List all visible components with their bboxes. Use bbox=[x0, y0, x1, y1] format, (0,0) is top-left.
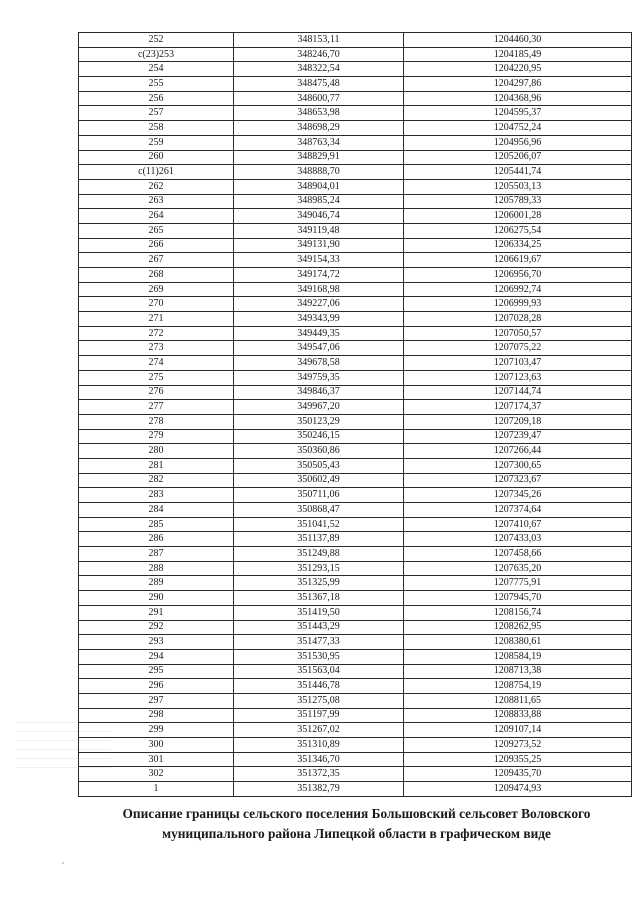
x-coordinate-cell: 351563,04 bbox=[234, 664, 404, 679]
point-number-cell: 289 bbox=[79, 576, 234, 591]
table-row bbox=[79, 693, 632, 708]
y-coordinate-cell: 1207209,18 bbox=[404, 414, 632, 429]
table-row bbox=[79, 591, 632, 606]
point-number-cell: 281 bbox=[79, 458, 234, 473]
y-coordinate-cell: 1206619,67 bbox=[404, 253, 632, 268]
table-row bbox=[79, 106, 632, 121]
point-number-cell: 267 bbox=[79, 253, 234, 268]
x-coordinate-cell: 348904,01 bbox=[234, 179, 404, 194]
x-coordinate-cell: 348698,29 bbox=[234, 121, 404, 136]
table-row bbox=[79, 268, 632, 283]
y-coordinate-cell: 1204752,24 bbox=[404, 121, 632, 136]
point-number-cell: 291 bbox=[79, 605, 234, 620]
point-number-cell: с(23)253 bbox=[79, 47, 234, 62]
y-coordinate-cell: 1205206,07 bbox=[404, 150, 632, 165]
point-number-cell: 292 bbox=[79, 620, 234, 635]
point-number-cell: 262 bbox=[79, 179, 234, 194]
table-row bbox=[79, 605, 632, 620]
y-coordinate-cell: 1206001,28 bbox=[404, 209, 632, 224]
y-coordinate-cell: 1207345,26 bbox=[404, 488, 632, 503]
point-number-cell: 290 bbox=[79, 591, 234, 606]
x-coordinate-cell: 349168,98 bbox=[234, 282, 404, 297]
x-coordinate-cell: 351477,33 bbox=[234, 635, 404, 650]
table-row bbox=[79, 238, 632, 253]
y-coordinate-cell: 1207775,91 bbox=[404, 576, 632, 591]
y-coordinate-cell: 1207945,70 bbox=[404, 591, 632, 606]
x-coordinate-cell: 350602,49 bbox=[234, 473, 404, 488]
table-row bbox=[79, 429, 632, 444]
table-row bbox=[79, 33, 632, 48]
point-number-cell: 287 bbox=[79, 547, 234, 562]
x-coordinate-cell: 350868,47 bbox=[234, 503, 404, 518]
y-coordinate-cell: 1207458,66 bbox=[404, 547, 632, 562]
y-coordinate-cell: 1204297,86 bbox=[404, 77, 632, 92]
point-number-cell: 299 bbox=[79, 723, 234, 738]
x-coordinate-cell: 350505,43 bbox=[234, 458, 404, 473]
table-row bbox=[79, 517, 632, 532]
x-coordinate-cell: 351041,52 bbox=[234, 517, 404, 532]
y-coordinate-cell: 1207050,57 bbox=[404, 326, 632, 341]
y-coordinate-cell: 1207075,22 bbox=[404, 341, 632, 356]
table-row bbox=[79, 47, 632, 62]
point-number-cell: 268 bbox=[79, 268, 234, 283]
x-coordinate-cell: 351267,02 bbox=[234, 723, 404, 738]
point-number-cell: 284 bbox=[79, 503, 234, 518]
y-coordinate-cell: 1207123,63 bbox=[404, 370, 632, 385]
table-row bbox=[79, 473, 632, 488]
table-row bbox=[79, 77, 632, 92]
y-coordinate-cell: 1206992,74 bbox=[404, 282, 632, 297]
y-coordinate-cell: 1208380,61 bbox=[404, 635, 632, 650]
point-number-cell: 293 bbox=[79, 635, 234, 650]
y-coordinate-cell: 1207028,28 bbox=[404, 312, 632, 327]
point-number-cell: 278 bbox=[79, 414, 234, 429]
table-row bbox=[79, 532, 632, 547]
y-coordinate-cell: 1204460,30 bbox=[404, 33, 632, 48]
y-coordinate-cell: 1207103,47 bbox=[404, 356, 632, 371]
table-row bbox=[79, 341, 632, 356]
point-number-cell: 254 bbox=[79, 62, 234, 77]
point-number-cell: 280 bbox=[79, 444, 234, 459]
table-row bbox=[79, 150, 632, 165]
y-coordinate-cell: 1208754,19 bbox=[404, 679, 632, 694]
y-coordinate-cell: 1204595,37 bbox=[404, 106, 632, 121]
table-row bbox=[79, 91, 632, 106]
x-coordinate-cell: 349046,74 bbox=[234, 209, 404, 224]
x-coordinate-cell: 351293,15 bbox=[234, 561, 404, 576]
point-number-cell: 266 bbox=[79, 238, 234, 253]
x-coordinate-cell: 350246,15 bbox=[234, 429, 404, 444]
table-row bbox=[79, 738, 632, 753]
table-row bbox=[79, 312, 632, 327]
table-row bbox=[79, 620, 632, 635]
point-number-cell: 276 bbox=[79, 385, 234, 400]
x-coordinate-cell: 349343,99 bbox=[234, 312, 404, 327]
y-coordinate-cell: 1207410,67 bbox=[404, 517, 632, 532]
x-coordinate-cell: 351443,29 bbox=[234, 620, 404, 635]
point-number-cell: 256 bbox=[79, 91, 234, 106]
x-coordinate-cell: 351325,99 bbox=[234, 576, 404, 591]
x-coordinate-cell: 351346,70 bbox=[234, 752, 404, 767]
point-number-cell: 297 bbox=[79, 693, 234, 708]
x-coordinate-cell: 351419,50 bbox=[234, 605, 404, 620]
x-coordinate-cell: 349227,06 bbox=[234, 297, 404, 312]
table-row bbox=[79, 547, 632, 562]
point-number-cell: 294 bbox=[79, 649, 234, 664]
x-coordinate-cell: 351382,79 bbox=[234, 782, 404, 797]
y-coordinate-cell: 1209355,25 bbox=[404, 752, 632, 767]
y-coordinate-cell: 1208584,19 bbox=[404, 649, 632, 664]
point-number-cell: 300 bbox=[79, 738, 234, 753]
x-coordinate-cell: 349154,33 bbox=[234, 253, 404, 268]
point-number-cell: 1 bbox=[79, 782, 234, 797]
point-number-cell: 258 bbox=[79, 121, 234, 136]
scan-speck bbox=[62, 862, 64, 864]
y-coordinate-cell: 1207635,20 bbox=[404, 561, 632, 576]
y-coordinate-cell: 1207174,37 bbox=[404, 400, 632, 415]
x-coordinate-cell: 349846,37 bbox=[234, 385, 404, 400]
x-coordinate-cell: 349678,58 bbox=[234, 356, 404, 371]
table-row bbox=[79, 385, 632, 400]
point-number-cell: 271 bbox=[79, 312, 234, 327]
point-number-cell: 288 bbox=[79, 561, 234, 576]
boundary-coordinates-table bbox=[78, 32, 632, 797]
y-coordinate-cell: 1208262,95 bbox=[404, 620, 632, 635]
y-coordinate-cell: 1209273,52 bbox=[404, 738, 632, 753]
x-coordinate-cell: 351197,99 bbox=[234, 708, 404, 723]
table-row bbox=[79, 503, 632, 518]
table-row bbox=[79, 414, 632, 429]
y-coordinate-cell: 1208811,65 bbox=[404, 693, 632, 708]
x-coordinate-cell: 351530,95 bbox=[234, 649, 404, 664]
table-row bbox=[79, 561, 632, 576]
table-row bbox=[79, 297, 632, 312]
table-row bbox=[79, 635, 632, 650]
point-number-cell: 286 bbox=[79, 532, 234, 547]
point-number-cell: 277 bbox=[79, 400, 234, 415]
point-number-cell: 260 bbox=[79, 150, 234, 165]
y-coordinate-cell: 1205503,13 bbox=[404, 179, 632, 194]
coordinates-table-body bbox=[79, 33, 632, 797]
point-number-cell: 275 bbox=[79, 370, 234, 385]
x-coordinate-cell: 349449,35 bbox=[234, 326, 404, 341]
y-coordinate-cell: 1207266,44 bbox=[404, 444, 632, 459]
y-coordinate-cell: 1205789,33 bbox=[404, 194, 632, 209]
x-coordinate-cell: 351137,89 bbox=[234, 532, 404, 547]
point-number-cell: 273 bbox=[79, 341, 234, 356]
point-number-cell: 252 bbox=[79, 33, 234, 48]
table-row bbox=[79, 282, 632, 297]
y-coordinate-cell: 1207323,67 bbox=[404, 473, 632, 488]
x-coordinate-cell: 351446,78 bbox=[234, 679, 404, 694]
table-row bbox=[79, 121, 632, 136]
point-number-cell: 272 bbox=[79, 326, 234, 341]
point-number-cell: 255 bbox=[79, 77, 234, 92]
table-row bbox=[79, 356, 632, 371]
table-row bbox=[79, 179, 632, 194]
table-row bbox=[79, 679, 632, 694]
x-coordinate-cell: 348763,34 bbox=[234, 135, 404, 150]
x-coordinate-cell: 348475,48 bbox=[234, 77, 404, 92]
point-number-cell: 295 bbox=[79, 664, 234, 679]
x-coordinate-cell: 348888,70 bbox=[234, 165, 404, 180]
x-coordinate-cell: 348653,98 bbox=[234, 106, 404, 121]
table-row bbox=[79, 400, 632, 415]
x-coordinate-cell: 348829,91 bbox=[234, 150, 404, 165]
table-row bbox=[79, 209, 632, 224]
x-coordinate-cell: 349547,06 bbox=[234, 341, 404, 356]
x-coordinate-cell: 350711,06 bbox=[234, 488, 404, 503]
point-number-cell: 269 bbox=[79, 282, 234, 297]
x-coordinate-cell: 349119,48 bbox=[234, 223, 404, 238]
y-coordinate-cell: 1204185,49 bbox=[404, 47, 632, 62]
table-row bbox=[79, 488, 632, 503]
y-coordinate-cell: 1207300,65 bbox=[404, 458, 632, 473]
table-row bbox=[79, 723, 632, 738]
x-coordinate-cell: 351372,35 bbox=[234, 767, 404, 782]
y-coordinate-cell: 1204956,96 bbox=[404, 135, 632, 150]
table-row bbox=[79, 649, 632, 664]
point-number-cell: 263 bbox=[79, 194, 234, 209]
table-row bbox=[79, 576, 632, 591]
point-number-cell: с(11)261 bbox=[79, 165, 234, 180]
table-row bbox=[79, 326, 632, 341]
point-number-cell: 264 bbox=[79, 209, 234, 224]
x-coordinate-cell: 350360,86 bbox=[234, 444, 404, 459]
point-number-cell: 296 bbox=[79, 679, 234, 694]
caption-line-1: Описание границы сельского поселения Большовский сельсовет Воловского bbox=[122, 806, 591, 821]
point-number-cell: 279 bbox=[79, 429, 234, 444]
table-row bbox=[79, 752, 632, 767]
point-number-cell: 301 bbox=[79, 752, 234, 767]
y-coordinate-cell: 1204368,96 bbox=[404, 91, 632, 106]
y-coordinate-cell: 1209474,93 bbox=[404, 782, 632, 797]
table-row bbox=[79, 782, 632, 797]
y-coordinate-cell: 1205441,74 bbox=[404, 165, 632, 180]
x-coordinate-cell: 348600,77 bbox=[234, 91, 404, 106]
y-coordinate-cell: 1207433,03 bbox=[404, 532, 632, 547]
table-row bbox=[79, 664, 632, 679]
point-number-cell: 285 bbox=[79, 517, 234, 532]
table-row bbox=[79, 223, 632, 238]
y-coordinate-cell: 1206999,93 bbox=[404, 297, 632, 312]
table-row bbox=[79, 767, 632, 782]
table-row bbox=[79, 370, 632, 385]
y-coordinate-cell: 1209107,14 bbox=[404, 723, 632, 738]
x-coordinate-cell: 349174,72 bbox=[234, 268, 404, 283]
y-coordinate-cell: 1207144,74 bbox=[404, 385, 632, 400]
x-coordinate-cell: 349131,90 bbox=[234, 238, 404, 253]
y-coordinate-cell: 1206956,70 bbox=[404, 268, 632, 283]
point-number-cell: 270 bbox=[79, 297, 234, 312]
y-coordinate-cell: 1206275,54 bbox=[404, 223, 632, 238]
y-coordinate-cell: 1204220,95 bbox=[404, 62, 632, 77]
table-row bbox=[79, 165, 632, 180]
table-row bbox=[79, 62, 632, 77]
y-coordinate-cell: 1208713,38 bbox=[404, 664, 632, 679]
x-coordinate-cell: 349967,20 bbox=[234, 400, 404, 415]
point-number-cell: 257 bbox=[79, 106, 234, 121]
table-row bbox=[79, 135, 632, 150]
table-row bbox=[79, 444, 632, 459]
section-caption bbox=[80, 804, 633, 844]
point-number-cell: 265 bbox=[79, 223, 234, 238]
point-number-cell: 283 bbox=[79, 488, 234, 503]
point-number-cell: 302 bbox=[79, 767, 234, 782]
table-row bbox=[79, 194, 632, 209]
x-coordinate-cell: 348985,24 bbox=[234, 194, 404, 209]
x-coordinate-cell: 351310,89 bbox=[234, 738, 404, 753]
x-coordinate-cell: 351275,08 bbox=[234, 693, 404, 708]
table-row bbox=[79, 458, 632, 473]
x-coordinate-cell: 348322,54 bbox=[234, 62, 404, 77]
table-row bbox=[79, 253, 632, 268]
y-coordinate-cell: 1206334,25 bbox=[404, 238, 632, 253]
point-number-cell: 259 bbox=[79, 135, 234, 150]
caption-line-2: муниципального района Липецкой области в графическом виде bbox=[161, 826, 552, 841]
y-coordinate-cell: 1208833,88 bbox=[404, 708, 632, 723]
y-coordinate-cell: 1208156,74 bbox=[404, 605, 632, 620]
x-coordinate-cell: 351367,18 bbox=[234, 591, 404, 606]
point-number-cell: 298 bbox=[79, 708, 234, 723]
y-coordinate-cell: 1209435,70 bbox=[404, 767, 632, 782]
x-coordinate-cell: 351249,88 bbox=[234, 547, 404, 562]
x-coordinate-cell: 350123,29 bbox=[234, 414, 404, 429]
y-coordinate-cell: 1207239,47 bbox=[404, 429, 632, 444]
y-coordinate-cell: 1207374,64 bbox=[404, 503, 632, 518]
x-coordinate-cell: 348153,11 bbox=[234, 33, 404, 48]
point-number-cell: 282 bbox=[79, 473, 234, 488]
x-coordinate-cell: 349759,35 bbox=[234, 370, 404, 385]
point-number-cell: 274 bbox=[79, 356, 234, 371]
table-row bbox=[79, 708, 632, 723]
x-coordinate-cell: 348246,70 bbox=[234, 47, 404, 62]
